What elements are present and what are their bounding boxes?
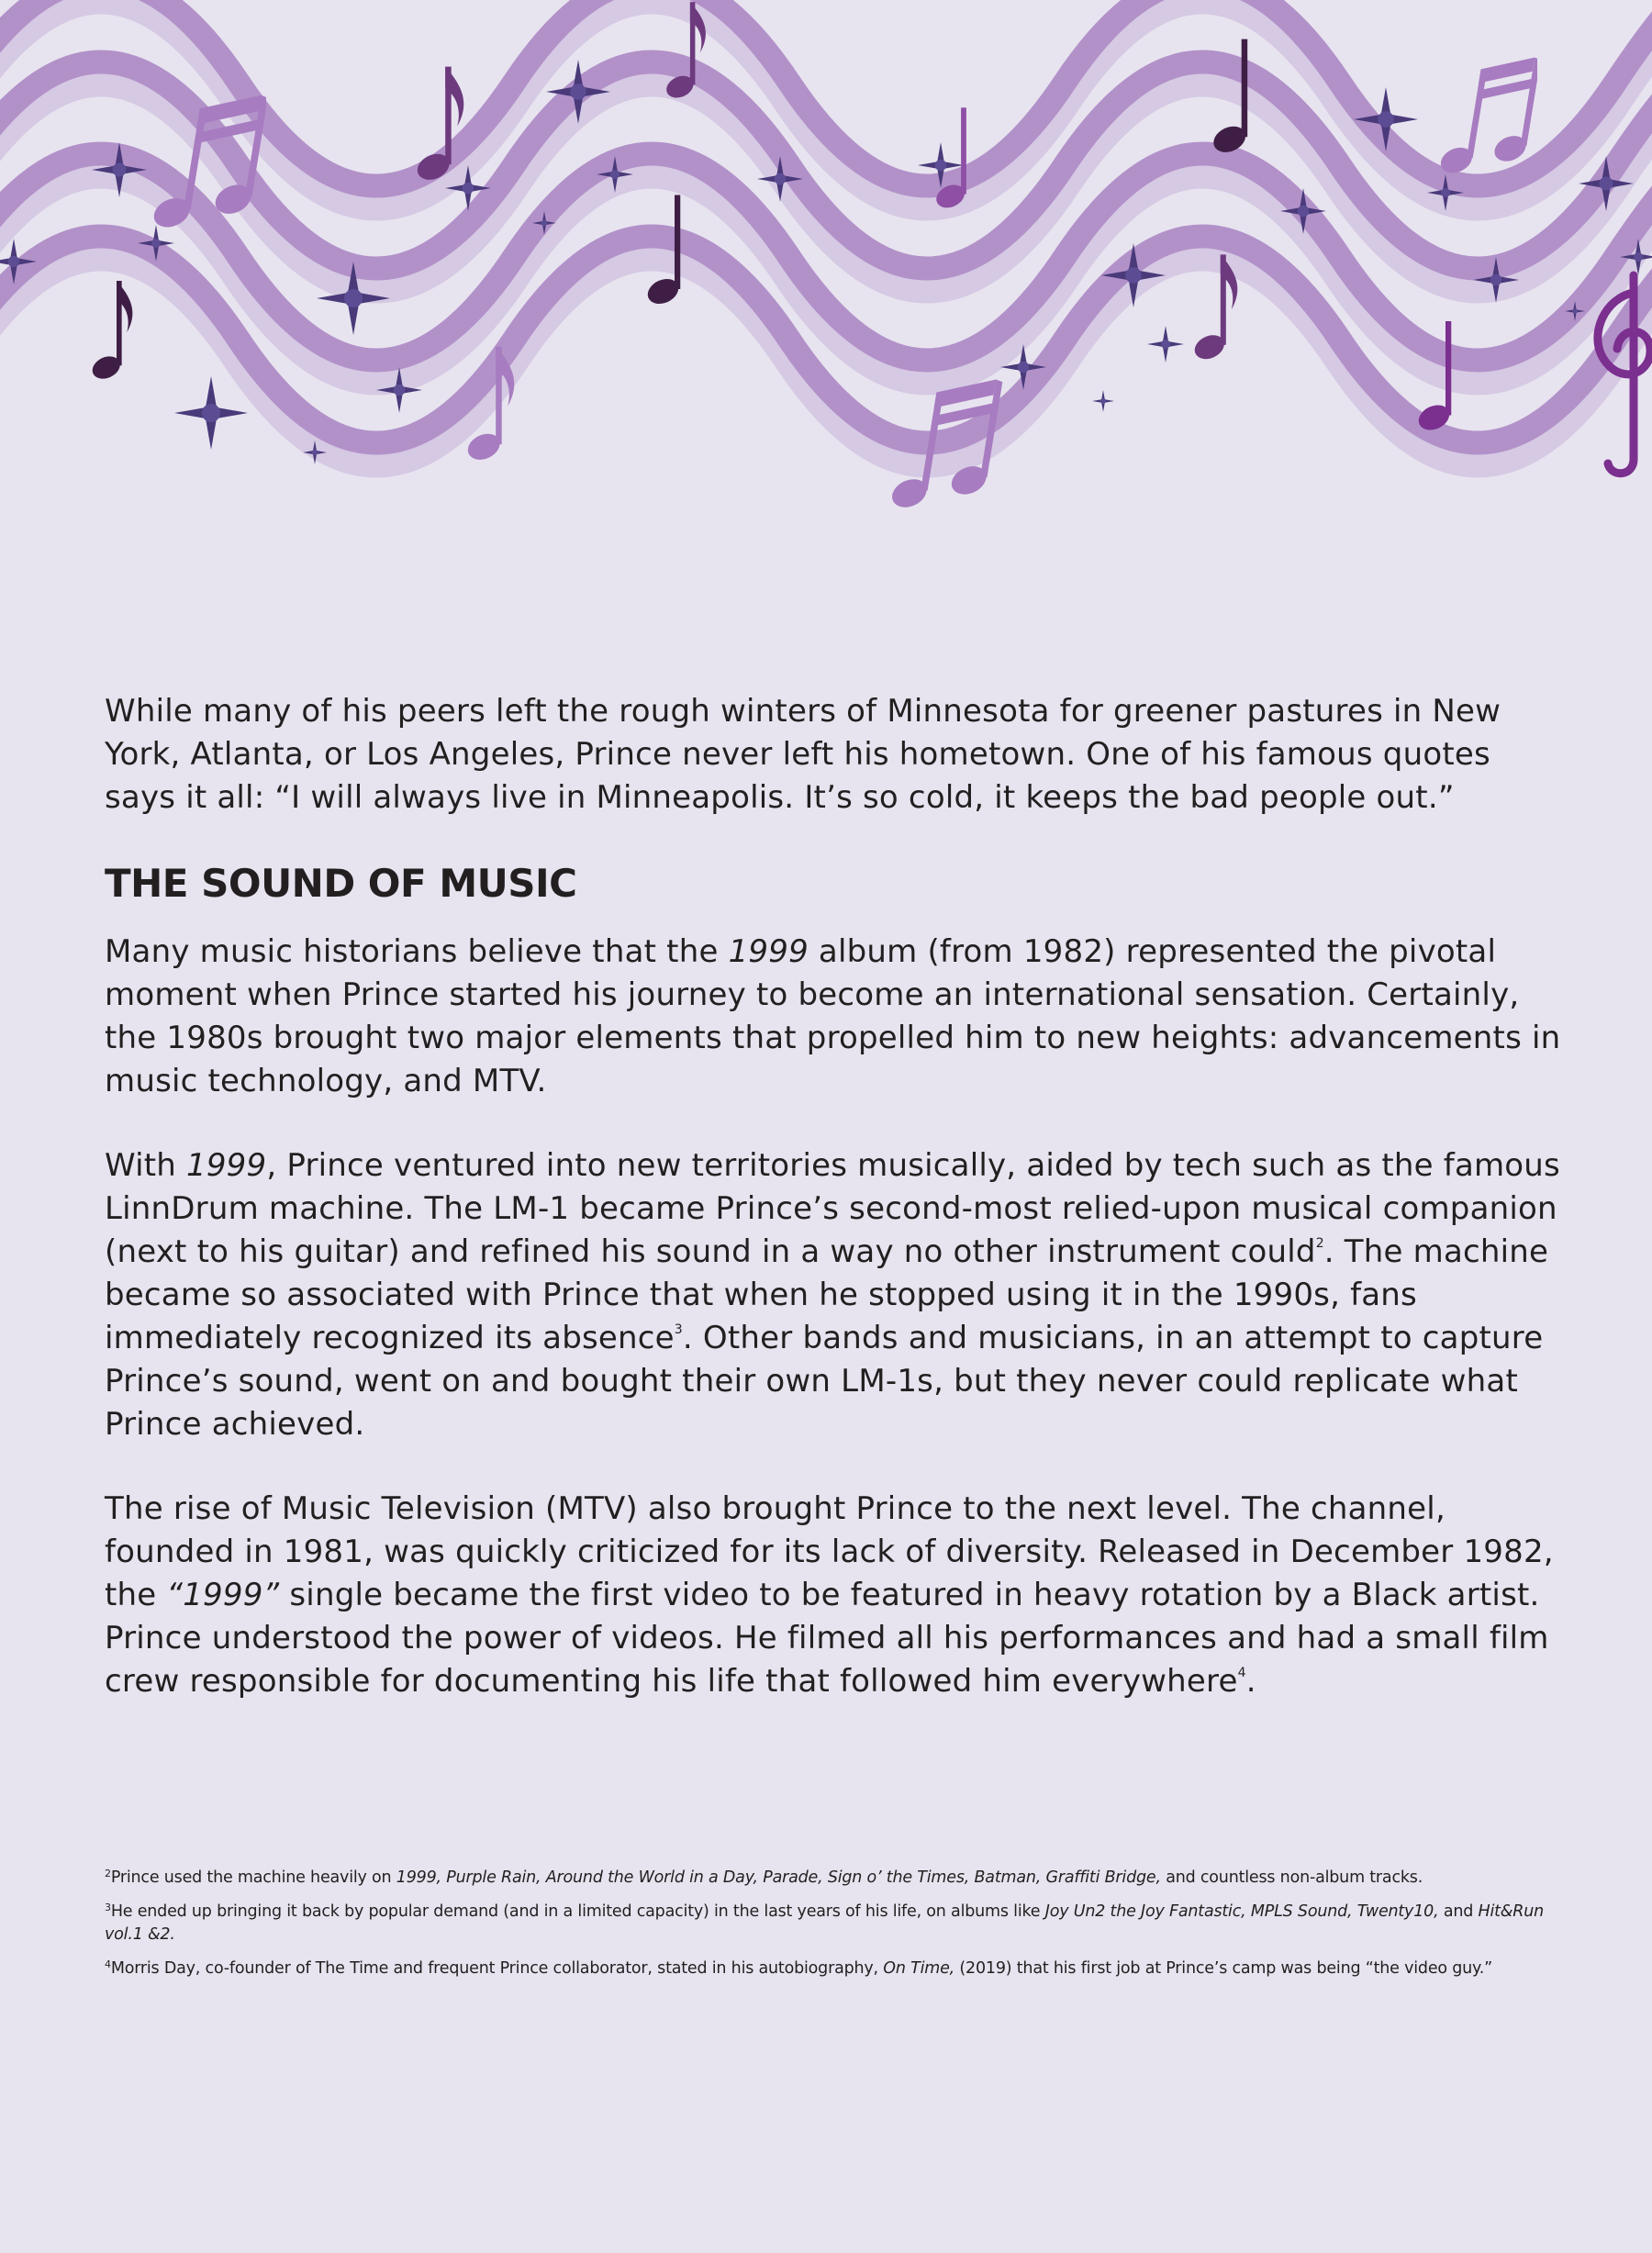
book-title: On Time, — [883, 1959, 955, 1978]
p3-text-a: The rise of Music Television (MTV) also brought Prince to the next level. The channel, founded in 1981, was quickly criticized for its lack of diversity. Released in December 1982, the — [105, 1490, 1554, 1613]
intro-paragraph — [105, 690, 1564, 820]
footnote-text: and countless non-album tracks. — [1160, 1868, 1423, 1887]
p2-text-a: With — [105, 1147, 187, 1184]
p2-text-c: , Prince ventured into new territories musically, aided by tech such as the famous LinnDrum machine. The LM-1 became Prince’s second-most relied-upon musical companion (next to his guitar) and refined his sound in a way no other instrument could — [105, 1147, 1560, 1270]
album-title: 1999 — [728, 933, 809, 970]
album-title: 1999 — [186, 1147, 267, 1184]
album-list: Hit&Run vol.1 &2. — [105, 1902, 1544, 1944]
footnote-text: Morris Day, co-founder of The Time and frequent Prince collaborator, stated in his autobiography, — [110, 1959, 884, 1978]
paragraph-1999-album — [105, 931, 1564, 1103]
paragraph-mtv — [105, 1488, 1564, 1703]
footnote-ref[interactable]: 3 — [674, 1322, 683, 1337]
footnote-4 — [105, 1957, 1564, 1980]
footnote-number: 3 — [105, 1902, 111, 1913]
footnote-number: 2 — [105, 1868, 111, 1879]
p3-text-c: single became the first video to be featured in heavy rotation by a Black artist. Prince understood the power of videos. He filmed all his performances and had a small film crew responsible for documenting his life that followed him everywhere — [105, 1577, 1549, 1700]
single-title: “1999” — [166, 1577, 280, 1613]
footnotes — [105, 1867, 1564, 1991]
footnote-ref[interactable]: 2 — [1315, 1236, 1324, 1251]
paragraph-linndrum — [105, 1144, 1564, 1446]
album-list: Joy Un2 the Joy Fantastic, MPLS Sound, Twenty10, — [1044, 1902, 1439, 1921]
p2-text-d: . The machine became so associated with Prince that when he stopped using it in the 1990s, fans immediately recognized its absence — [105, 1233, 1549, 1356]
section-heading: THE SOUND OF MUSIC — [105, 861, 577, 906]
footnote-text: Prince used the machine heavily on — [110, 1868, 396, 1887]
footnote-ref[interactable]: 4 — [1237, 1666, 1246, 1680]
p2-text-e: . Other bands and musicians, in an attempt to capture Prince’s sound, went on and bought their own LM-1s, but they never could replicate what Prince achieved. — [105, 1320, 1544, 1443]
footnote-text: He ended up bringing it back by popular demand (and in a limited capacity) in the last years of his life, on albums like — [110, 1902, 1045, 1921]
footnote-3 — [105, 1901, 1564, 1946]
footnote-text: (2019) that his first job at Prince’s camp was being “the video guy.” — [954, 1959, 1492, 1978]
p3-text-d: . — [1245, 1663, 1256, 1700]
album-list: 1999, Purple Rain, Around the World in a Day, Parade, Sign o’ the Times, Batman, Graffiti Bridge, — [396, 1868, 1161, 1887]
footnote-2 — [105, 1867, 1564, 1890]
article-body — [105, 690, 1564, 1745]
footnote-number: 4 — [105, 1958, 111, 1970]
footnote-text: and — [1438, 1902, 1479, 1921]
intro-text: While many of his peers left the rough winters of Minnesota for greener pastures in New York, Atlanta, or Los Angeles, Prince never left his hometown. One of his famous quotes says it all: “I will always live in Minneapolis. It’s so cold, it keeps the bad people out.” — [105, 693, 1501, 816]
p1-text-a: Many music historians believe that the — [105, 933, 729, 970]
music-notes-banner — [0, 0, 1652, 514]
p1-text-c: album (from 1982) represented the pivotal moment when Prince started his journey to become an international sensation. Certainly, the 1980s brought two major elements that propelled him to new heights: advancements in music technology, and MTV. — [105, 933, 1561, 1099]
